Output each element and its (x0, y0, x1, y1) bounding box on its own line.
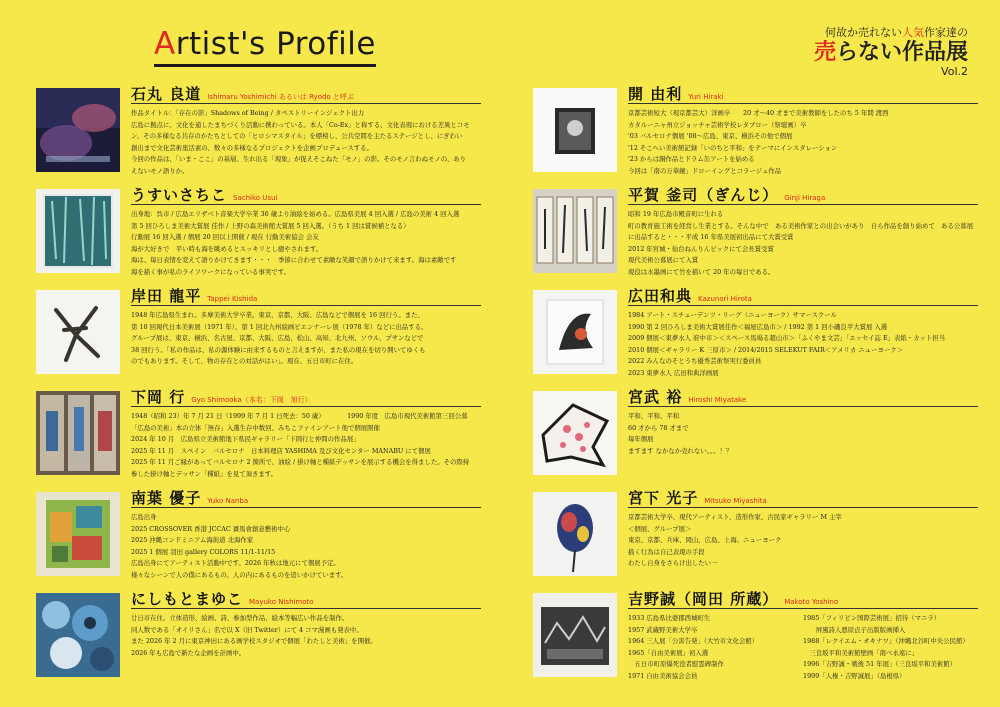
artist-entry (36, 388, 481, 487)
artist-bio: 出身地：呉市 / 広島エリザベト音楽大学卒業 36 歳より油絵を始める。広島県美展 4 回入選 / 広島の美術 4 回入選 第 5 回ひろしま美術大賞展 佳作 / 上野の森美術館大賞展 5 回入選。（うち 1 回は賞候補となる） 行動展 16 回入選 / 個展 20 回以上開催 / 現在 行動美術協会 会友 海が大好きで 平い時も海を眺めるとスッキリとし癒やされます。 海は、毎日表情を変えて語りかけてきます・・・ 季節に合わせて素敵な笑顔で語りかけて来ます。海は素敵です 海を描く事が私のライフワークになっている事実です。 (131, 210, 460, 276)
artwork-image (36, 492, 120, 576)
artist-name: 宮武 裕 Hiroshi Miyatake (628, 388, 747, 406)
artwork-image (533, 189, 617, 273)
artist-bio: 1933 広島県比婆郡西城町生 1957 武蔵野美術大学卒 1964 三人展「公害告発」（大竹市文化会館） 1965「自由美術展」初入選 五日市町原爆死没者慰霊碑制作 1971 自由美術協会会員 1985「フィリピン国際芸術展」招待（マニラ） 屏風詩人悪原貞子出版版画挿入 1988「レクイエム・オキナワ」（沖縄北谷町中央公民館） 三良坂平和美術館壁画「南べ永遠に」 1996「吉野誠・戦後 51 年展」（三良坂平和美術館） 1999「人権・吉野誠展」（島根県） (628, 614, 969, 680)
artwork-image (533, 391, 617, 475)
artist-name: 石丸 良道 Ishimaru Yoshimichi あるいは Ryodo と呼ぶ (131, 85, 354, 103)
artist-entry (533, 590, 978, 689)
artist-name: 平賀 釜司（ぎんじ） Ginji Hiraga (628, 186, 826, 204)
artist-entry (36, 186, 481, 285)
artist-bio: 昭和 19 年広島市殿音町に生れる 町の教育施工術を経営し生業とする。そんな中で ある美術作家との出会いがあり 自ら作品を創り始めて ある公募展 に出品すると・・・平成 16 年県美展初出品にて大賞受賞 2012 年宮城・仙台ねんりんピックにて会長賞受賞 現代美術公募展にて入賞 現役は水墨画にて竹を描いて 20 年の毎日である。 (628, 210, 974, 276)
artist-bio: 広島出身 2025 CROSSOVER 香港 JCCAC 賽馬會創意藝術中心 2025 沖縄コンドミニアム海街道 北海作家 2025 1 個展 羽田 gallery COLORS 11/1-11/15 広島出身にてアーティスト活動中です。2026 年秋は地元にて個展予定。 様々なシーンで人の僕にあるもの、人の内にあるものを追いかけています。 (131, 513, 348, 579)
artwork-image (36, 189, 120, 273)
artist-bio: 平和、平和、平和 60 才から 78 才まで 毎年個展 ますます なかなか売れない。。。！？ (628, 412, 733, 455)
artist-bio: 作品タイトル：「存在の影」Shadows of Being / タペストリーインジェクト出力 広島に拠点に、文化を通したまちづくり活動に携わっている。本人「Co-Ex」と称する、文化表現における差異とコモ ン、その多様なる共存のかたちとしての「ヒロシマスタイル」を標榜し、公共空間を主たるステージとし、にぎわい 創出まで文化芸術座活素の、数々の多様なるプロジェクトを企画プロデュースする。 今回の作品は、「いま・ここ」の基層、生れ出る「現象」が捉えそこねた「モノ」の影。そのモノ言わぬモノの、あり えないモノ語りか。 (131, 109, 470, 175)
artist-name: 南葉 優子 Yuko Nanba (131, 489, 249, 507)
artist-name: うすいさちこ Sachiko Usui (131, 186, 278, 204)
page-title: Artist's Profile (154, 26, 376, 67)
artist-name: 岸田 龍平 Tappei Kishida (131, 287, 258, 305)
artist-bio: 京都芸術大学卒、現代アーティスト、造形作家、古民家ギャラリー M 主宰 ＜個展、グループ展＞ 東京、京都、兵庫、岡山、広島、上海、ニューヨーク 描く行為は自己表現の手段 わたし自身をさらけ出したい一 (628, 513, 842, 567)
artist-entry (533, 186, 978, 285)
artist-name: 広田和典 Kazunori Hirota (628, 287, 752, 305)
artist-entry (36, 85, 481, 184)
artist-bio: 1948（昭和 23）年 7 月 21 日（1999 年 7 月 1 日死去：50 歳） 1990 年度 広島市現代美術館第三回公募 「広島の美術」本の立体「無存」入選生存中数回、みちこファインアート他で個展開催 2024 年 10 月 広島県立美術館地下県民ギャラリー「下岡行と仲間の作品展」 2025 年 11 月 スペイン バルセロナ 日本料理店 YASHIMA 及び文化センター MANABU にて個展 2025 年 11 月ご縁があってバルセロナ 2 箇所で、油絵 / 掛け軸と種紙デッサンを展示する機会を得ました。その際持 参した掛け軸とデッサン「種紙」を見て頂きます。 (131, 412, 470, 478)
artist-bio: 廿日市在住。立体造形、絵画、詩、参加型作品、絵本等幅広い作品を制作。 同人数である「オイリさん」名で以 X（旧 Twitter）にて 4 コマ漫画も発表中。 また 2026 年 2 月に東京神田にある画学校スタジオで個展「わたしと美術」を開催。 2026 年も広島で新たな企画を計画中。 (131, 614, 377, 657)
artist-bio: 京都芸術短大（現京都芸大）洋画卒 20 才〜40 才まで美術教師をしたのち 5 年間 渡西 カタルーニャ州立ジョッチャ芸術学校レタブロー（祭壇画）卒 '03 バルセロナ個展 '08〜広島、東京、横浜その他で個展 '12 そこへい美術館記録「いのちと平和」をテーマにインスタレーション '23 からは銅作品とドラム缶アートを始める 今回は「南の万華鏡」ドローイングとコラージュ作品 (628, 109, 889, 175)
artwork-image (36, 290, 120, 374)
exhibition-title: 何故か売れない人気作家達の 売らない作品展 Vol.2 (813, 26, 968, 79)
artist-bio: 1984 アート・スチューデンツ・リーグ（ニューヨーク）サマースクール 1990 第 2 回ひろしま美術大賞展佳作＜福屋広島市＞ / 1992 第 1 回小磯良平大賞展 入選 2009 個展＜東夢水人 府中市＞＜スペース馬場る超山市＞「ふくやま文芸」「エッセイ誌 E」表紙・カット担当 2010 個展＜ギャラリー K 三原市＞ / 2014/2015 SELEKUT FAIR＜アメリカ ニューヨーク＞ 2022 みんなのそとうち優秀芸術祭実行委員員 2023 東夢水人 広田和典洋画展 (628, 311, 946, 377)
artwork-image (533, 88, 617, 172)
artwork-image (533, 492, 617, 576)
artist-entry (533, 489, 978, 588)
artist-entry (36, 287, 481, 386)
artist-name: 吉野誠（岡田 所蔵） Makoto Yoshino (628, 590, 839, 608)
artist-entry (533, 287, 978, 386)
artist-entry (36, 489, 481, 588)
artist-entry (533, 388, 978, 487)
artist-entry (533, 85, 978, 184)
artwork-image (533, 593, 617, 677)
artist-name: 下岡 行 Gyo Shimooka（本名：下岡 旭行） (131, 388, 312, 406)
artwork-image (36, 88, 120, 172)
artist-bio: 1948 年広島県生まれ。多摩美術大学卒業。東京、京都、大阪、広島などで個展を 16 回行う。また、 第 10 回現代日本美術展（1971 年）、第 1 回北九州絵画ビエンナーレ展（1978 年）などに出品する。 グループ展は、東京、横浜、名古屋、京都、大阪、広島、松山、高知、北九州、ソウル、プサンなどで 38 回行う。「私の作品は、私の源体験に由来するものと言えますが、また私の現在を切り開いてゆくも のでもあります。そして、物の存在との対話がはい」。現在、五日市町に在住。 (131, 311, 428, 365)
artwork-image (36, 391, 120, 475)
artwork-image (533, 290, 617, 374)
artist-entry (36, 590, 481, 689)
artist-name: 宮下 光子 Mitsuko Miyashita (628, 489, 767, 507)
artist-name: 開 由利 Yuri Hiraki (628, 85, 724, 103)
artist-name: にしもとまゆこ Mayuko Nishimoto (131, 590, 314, 608)
artwork-image (36, 593, 120, 677)
